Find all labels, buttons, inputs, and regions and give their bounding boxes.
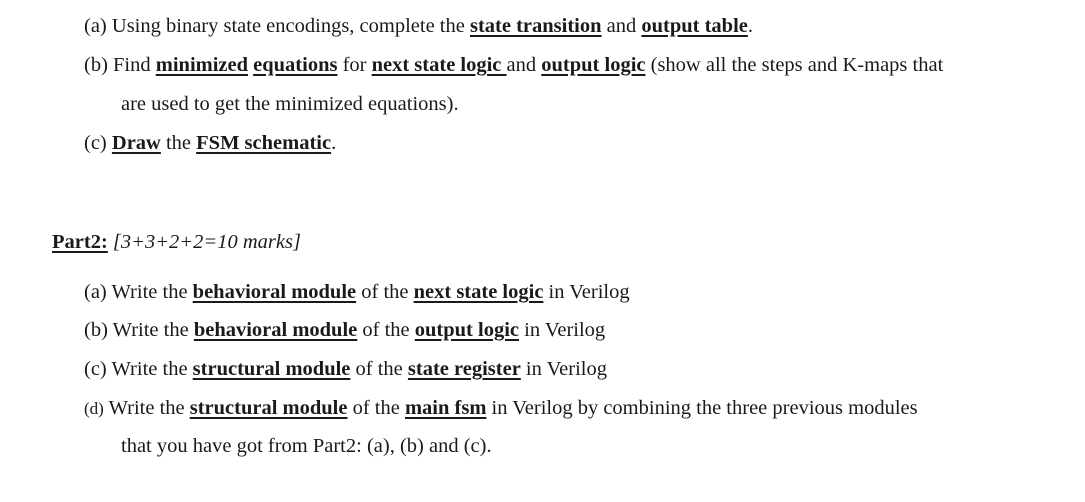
- item-text: in Verilog: [543, 281, 630, 303]
- item-text: in Verilog: [519, 319, 606, 341]
- item-text: of the: [350, 358, 408, 380]
- keyword-behavioral-module: behavioral module: [192, 281, 357, 303]
- item-marker: (b): [84, 54, 108, 76]
- part1-item-c: [84, 131, 336, 155]
- item-marker: (a): [84, 281, 107, 303]
- part2-marks: [3+3+2+2=10 marks]: [112, 231, 301, 253]
- part1-item-b-continuation: are used to get the minimized equations).: [121, 93, 459, 115]
- keyword-main-fsm: main fsm: [404, 397, 487, 419]
- keyword-output-table: output table: [641, 15, 748, 37]
- item-marker: (d): [84, 399, 104, 418]
- keyword-next-state-logic: next state logic: [371, 54, 507, 76]
- keyword-output-logic: output logic: [414, 319, 519, 341]
- item-text: .: [331, 132, 337, 154]
- item-text: and: [601, 15, 642, 37]
- keyword-fsm-schematic: FSM schematic: [196, 132, 332, 154]
- keyword-draw: Draw: [111, 132, 161, 154]
- item-text: Find: [113, 54, 156, 76]
- part2-item-a: [84, 280, 630, 304]
- part2-heading-line: [52, 230, 301, 254]
- item-marker: (a): [84, 15, 107, 37]
- item-text: the: [160, 132, 197, 154]
- item-marker: (c): [84, 358, 107, 380]
- item-marker: (b): [84, 319, 108, 341]
- item-text: and: [506, 54, 542, 76]
- item-marker: (c): [84, 132, 107, 154]
- part2-item-b: [84, 318, 605, 342]
- item-text: Write the: [111, 281, 193, 303]
- item-text: for: [337, 54, 372, 76]
- part1-item-a: [84, 14, 753, 38]
- item-text: Write the: [112, 319, 194, 341]
- item-text: (show all the steps and K-maps that: [645, 54, 944, 76]
- keyword-equations: equations: [253, 54, 338, 76]
- item-text: of the: [356, 281, 414, 303]
- item-text: in Verilog by combining the three previous modules: [486, 397, 918, 419]
- item-text: in Verilog: [520, 358, 607, 380]
- keyword-structural-module: structural module: [192, 358, 351, 380]
- part2-heading: Part2:: [52, 231, 108, 253]
- item-text: Using binary state encodings, complete the: [111, 15, 470, 37]
- item-text: Write the: [108, 397, 190, 419]
- keyword-state-register: state register: [407, 358, 521, 380]
- item-text: .: [747, 15, 754, 37]
- item-text: of the: [347, 397, 405, 419]
- item-text: Write the: [111, 358, 193, 380]
- item-text: of the: [357, 319, 415, 341]
- keyword-state-transition: state transition: [469, 15, 602, 37]
- keyword-structural-module: structural module: [189, 397, 348, 419]
- part2-item-d: [84, 396, 918, 421]
- part2-item-c: [84, 357, 607, 381]
- keyword-behavioral-module: behavioral module: [193, 319, 358, 341]
- part2-item-d-continuation: that you have got from Part2: (a), (b) and (c).: [121, 435, 492, 457]
- keyword-minimized: minimized: [155, 54, 249, 76]
- part1-item-b: [84, 53, 943, 77]
- keyword-output-logic: output logic: [541, 54, 646, 76]
- keyword-next-state-logic: next state logic: [413, 281, 544, 303]
